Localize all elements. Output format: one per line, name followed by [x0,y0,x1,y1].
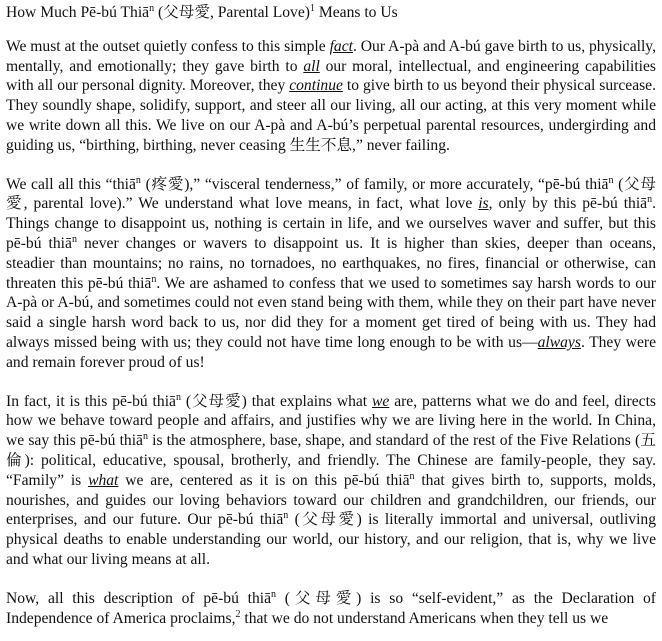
emphasis-fact: fact [329,37,353,55]
p2-text-4: , only by this pē-bú thiā [488,195,648,213]
emphasis-is: is [478,195,489,213]
p3-text-2: (父母愛) that explains what [180,392,372,410]
p3-text-5: we are, centered as it is on this pē-bú thiā [118,471,410,489]
p3-text-4: is the atmosphere, base, shape, and standard of the rest of the Five Relations (五倫): political, educative, spousal, brotherly, and friendly. The Chinese are family-people, they say. “Family” is [6,432,656,489]
superscript-n: n [409,470,415,482]
paragraph-3 [6,392,656,570]
p2-text-7: . We are ashamed to confess that we used to sometimes say harsh words to our A-pà or A-bú, and sometimes could not even stand being with them, while they on their part have never said a single harsh word back to us, nor did they for a moment get tired of being with us. They had always missed being with us; they could not have time long enough to be with us— [6,274,656,351]
p2-text-2: (疼愛),” “visceral tenderness,” of family, or more accurately, “pē-bú thiā [140,175,609,193]
superscript-n: n [175,391,181,403]
paragraph-4 [6,589,656,629]
p2-text-3: (父母愛, parental love).” We understand what love means, in fact, what love [6,175,656,213]
superscript-n: n [647,194,653,206]
superscript-n: n [271,588,277,600]
superscript-n: n [151,273,157,285]
superscript-n: n [71,233,77,245]
title-text-end: Means to Us [314,4,398,21]
p1-text-1: We must at the outset quietly confess to this simple [6,37,330,55]
superscript-n: n [608,174,614,186]
p2-text-5: . Things change to disappoint us, nothing is certain in life, and we ourselves waver and suffer, but this pē-bú thiā [6,195,656,252]
superscript-n: n [283,510,289,522]
p2-text-8: . They were and remain forever proud of us! [6,333,656,371]
emphasis-always: always [537,333,581,351]
paragraph-1 [6,37,656,156]
p3-text-6: that gives birth to, supports, molds, nourishes, and guides our loving behaviors toward our children and grandchildren, our friends, our enterprises, and our future. Our pē-bú thiā [6,471,656,529]
emphasis-we: we [372,392,390,410]
p1-text-2: . Our A-pà and A-bú gave birth to us, physically, mentally, and emotionally; they gave birth to [6,37,656,75]
document-title [6,3,656,23]
p1-text-4: to give birth to us beyond their physical surcease. They soundly shape, solidify, support, and steer all our living, all our acting, at this very moment while we write down all this. We live on our A-pà and A-bú’s perpetual parental resources, undergirding and guiding us, “birthing, birthing, never ceasing 生生不息,” never failing. [6,77,657,154]
p2-text-1: We call all this “thiā [6,175,136,193]
p3-text-3: are, patterns what we do and feel, directs how we behave toward people and affairs, and justifies why we are living here in the world. In China, we say this pē-bú thiā [6,392,656,450]
emphasis-continue: continue [289,77,343,95]
paragraph-2 [6,175,656,373]
p4-text-1: Now, all this description of pē-bú thiā [6,589,272,607]
superscript-n: n [135,174,141,186]
superscript-n: n [142,430,148,442]
p2-text-6: never changes or wavers to disappoint us. It is higher than skies, deeper than oceans, steadier than mountains; no rains, no tornadoes, no earthquakes, no fires, financial or otherwise, can threaten this pē-bú thiā [6,234,657,292]
p4-text-2: (父母愛) is so “self-evident,” as the Declaration of Independence of America proclaims, [6,589,656,627]
p3-text-1: In fact, it is this pē-bú thiā [6,392,176,410]
p3-text-7: (父母愛) is literally immortal and universal, outliving physical deaths to enable understanding our world, our history, and our religion, that is, why we live and what our living means at all. [6,511,656,568]
title-text-middle: (父母愛, Parental Love) [154,4,310,21]
emphasis-what: what [88,471,119,489]
emphasis-all: all [303,57,320,75]
title-superscript-n: n [149,2,155,14]
title-text-start: How Much Pē-bú Thiā [6,4,150,21]
footnote-ref-1[interactable]: 1 [309,2,315,14]
footnote-ref-2[interactable]: 2 [235,608,241,620]
p4-text-3: that we do not understand Americans when they tell us we [240,609,609,627]
p1-text-3: our moral, intellectual, and engineering capabilities with all our personal dignity. Moreover, they [6,57,656,95]
